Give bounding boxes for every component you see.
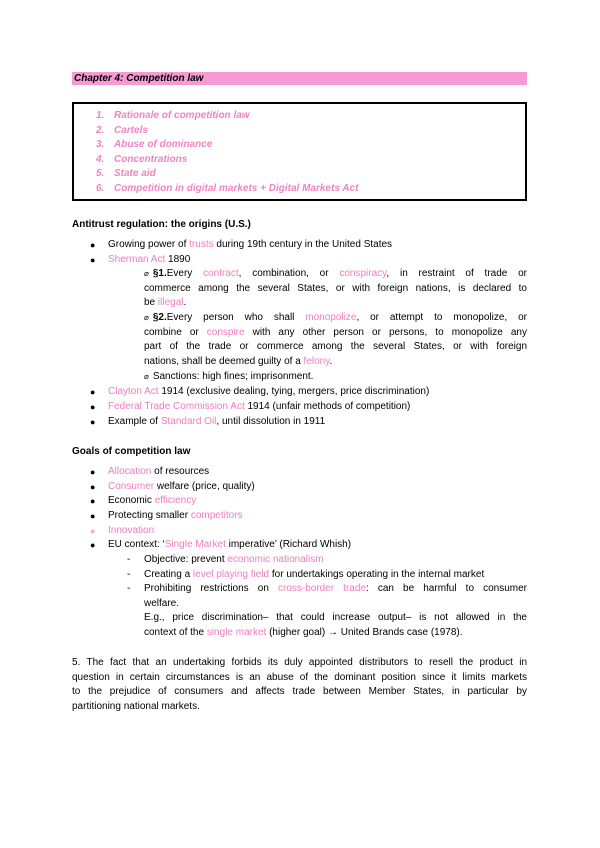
toc-item: 2. Cartels	[96, 124, 148, 136]
toc-item: 1. Rationale of competition law	[96, 110, 250, 121]
toc-item: 3. Abuse of dominance	[96, 139, 213, 151]
list-item: Protecting smaller competitors	[108, 510, 243, 521]
list-item: Clayton Act 1914 (exclusive dealing, tying, mergers, price discrimination)	[108, 386, 430, 397]
sub-item: Objective: prevent economic nationalism	[144, 554, 324, 565]
list-item: Allocation of resources	[108, 466, 210, 477]
list-item: Innovation	[108, 525, 155, 536]
sherman-section-1: ⌀ §1.Every contract, combination, or conspiracy, in restraint of trade or commerce among the several States, or with foreign nations, is declared to be illegal.	[144, 268, 527, 309]
section-heading-goals: Goals of competition law	[72, 446, 191, 457]
list-item: Example of Standard Oil, until dissolution in 1911	[108, 416, 326, 427]
bullet-dot: ●	[90, 496, 96, 506]
bullet-dot: ●	[90, 467, 96, 477]
bullet-dot: ●	[90, 417, 96, 427]
toc-item: 4. Concentrations	[96, 153, 188, 165]
list-item: EU context: ‘Single Market imperative’ (Richard Whish)	[108, 539, 352, 550]
list-item: Consumer welfare (price, quality)	[108, 481, 255, 492]
section-heading-antitrust: Antitrust regulation: the origins (U.S.)	[72, 219, 251, 230]
bullet-dot: ●	[90, 482, 96, 492]
table-of-contents	[72, 102, 527, 201]
chapter-title: Chapter 4: Competition law	[72, 72, 527, 85]
dash-marker: -	[127, 569, 131, 580]
list-item: Sherman Act 1890	[108, 254, 191, 265]
bullet-dot: ●	[90, 526, 96, 536]
bullet-dot: ●	[90, 402, 96, 412]
bullet-dot: ●	[90, 540, 96, 550]
case-paragraph: 5. The fact that an undertaking forbids its duly appointed distributors to resell the product in question in certain circumstances is an abuse of the dominant position since it limits markets to the prejudice of consumers and affects trade between Member States, in particular by partitioning national markets.	[72, 657, 527, 713]
toc-item: 6. Competition in digital markets + Digital Markets Act	[96, 182, 359, 194]
dash-marker: -	[127, 554, 131, 565]
list-item: Federal Trade Commission Act 1914 (unfair methods of competition)	[108, 401, 411, 412]
bullet-dot: ●	[90, 240, 96, 250]
dash-marker: -	[127, 583, 131, 594]
bullet-dot: ●	[90, 255, 96, 265]
list-item: Economic efficiency	[108, 495, 197, 506]
bullet-dot: ●	[90, 511, 96, 521]
toc-item: 5. State aid	[96, 168, 156, 180]
list-item: Growing power of trusts during 19th century in the United States	[108, 239, 393, 250]
sherman-section-2: ⌀ §2.Every person who shall monopolize, or attempt to monopolize, or combine or conspire with any other person or persons, to monopolize any part of the trade or commerce among the several States, or with foreign nations, shall be deemed guilty of a felony.	[144, 312, 527, 368]
sub-item: Prohibiting restrictions on cross-border trade: can be harmful to consumer welfare. E.g., price discrimination– that could increase output– is not allowed in the context of the single market (higher goal) → United Brands case (1978).	[144, 583, 528, 639]
toc-list	[96, 109, 358, 197]
sub-item: Creating a level playing field for undertakings operating in the internal market	[144, 569, 485, 580]
sherman-sanctions: ⌀ Sanctions: high fines; imprisonment.	[144, 371, 314, 382]
bullet-dot: ●	[90, 387, 96, 397]
